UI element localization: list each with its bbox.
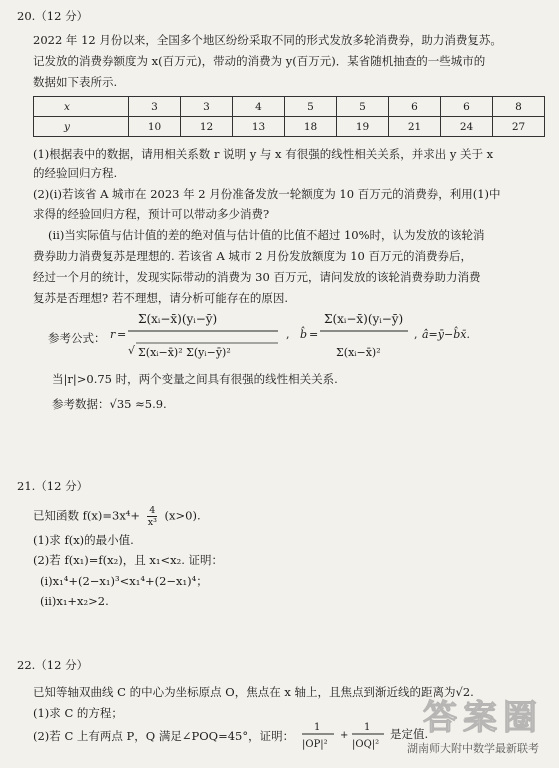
q21-part2: (2)若 f(x₁)=f(x₂)，且 x₁<x₂. 证明： [33, 553, 224, 567]
q22-part2-tail: 是定值. [390, 727, 429, 741]
y-cell-7: 27 [493, 117, 545, 137]
q20-reference-data: 参考数据：√35 ≈5.9. [52, 397, 167, 411]
watermark [373, 690, 553, 765]
svg-text:Σ(xᵢ−x̄)² Σ(yᵢ−ȳ)²: Σ(xᵢ−x̄)² Σ(yᵢ−ȳ)² [138, 346, 231, 359]
y-cell-0: 10 [129, 117, 181, 137]
q22-part2-text: (2)若 C 上有两点 P，Q 满足∠POQ=45°，证明： [33, 729, 295, 743]
regression-formula [108, 309, 478, 369]
q20-intro-line-2: 记发放的消费券额度为 x(百万元)，带动的消费为 y(百万元)．某省随机抽查的一些城市的 [33, 54, 486, 68]
svg-text:√: √ [128, 344, 136, 357]
svg-text:|OP|²: |OP|² [302, 739, 328, 750]
q22-part1: (1)求 C 的方程； [33, 706, 123, 720]
x-cell-2: 4 [233, 97, 285, 117]
x-cell-1: 3 [181, 97, 233, 117]
y-cell-5: 21 [389, 117, 441, 137]
q21-fraction-numerator: 4 [149, 505, 156, 516]
y-cell-2: 13 [233, 117, 285, 137]
svg-text:b̂: b̂ [300, 328, 308, 341]
table-head-y: y [34, 117, 129, 137]
svg-text:1: 1 [314, 722, 321, 733]
svg-text:1: 1 [364, 722, 371, 733]
q20-part1-line1: (1)根据表中的数据，请用相关系数 r 说明 y 与 x 有很强的线性相关关系，并求出 y 关于 x [33, 147, 494, 161]
svg-text:+: + [340, 730, 349, 741]
svg-text:,: , [414, 328, 418, 341]
table-row-y [34, 117, 545, 137]
svg-text:|OQ|²: |OQ|² [352, 739, 380, 750]
x-cell-4: 5 [337, 97, 389, 117]
q22-header: 22.（12 分） [17, 658, 89, 672]
q21-part2-i: (ⅰ)x₁⁴+(2−x₁)³<x₁⁴+(2−x₁)⁴； [40, 574, 208, 588]
svg-text:=: = [309, 328, 319, 341]
formula-label: 参考公式： [48, 331, 106, 345]
q21-part1: (1)求 f(x)的最小值. [33, 533, 134, 547]
q20-part2-line2: 求得的经验回归方程，预计可以带动多少消费? [33, 207, 270, 221]
svg-text:Σ(xᵢ−x̄)²: Σ(xᵢ−x̄)² [336, 346, 381, 359]
q20-part2-line1: (2)(ⅰ)若该省 A 城市在 2023 年 2 月份准备发放一轮额度为 10 百万元的消费券，利用(1)中 [33, 187, 501, 201]
q21-fraction-denominator: x³ [147, 517, 157, 528]
q21-function-tail: (x>0). [164, 508, 201, 523]
svg-text:r: r [110, 328, 116, 341]
x-cell-5: 6 [389, 97, 441, 117]
q21-function [33, 505, 201, 528]
q21-fraction [146, 505, 159, 528]
watermark-logo: 答案圈 [423, 698, 543, 738]
x-cell-6: 6 [441, 97, 493, 117]
watermark-caption: 湖南师大附中数学最新联考 [407, 742, 539, 755]
q20-header: 20.（12 分） [17, 9, 89, 23]
table-head-x: x [34, 97, 129, 117]
svg-text:â=ȳ−b̂x̄.: â=ȳ−b̂x̄. [422, 328, 470, 341]
svg-text:Σ(xᵢ−x̄)(yᵢ−ȳ): Σ(xᵢ−x̄)(yᵢ−ȳ) [138, 312, 218, 326]
x-cell-0: 3 [129, 97, 181, 117]
q20-part1-line2: 的经验回归方程. [33, 166, 118, 180]
q21-part2-ii: (ⅱ)x₁+x₂>2. [40, 594, 109, 608]
y-cell-1: 12 [181, 117, 233, 137]
q20-intro-line-3: 数据如下表所示. [33, 75, 118, 89]
q20-intro-line-1: 2022 年 12 月份以来，全国多个地区纷纷采取不同的形式发放多轮消费券，助力消费复苏。 [33, 33, 502, 47]
svg-text:,: , [286, 328, 290, 341]
y-cell-3: 18 [285, 117, 337, 137]
q21-header: 21.（12 分） [17, 479, 89, 493]
y-cell-4: 19 [337, 117, 389, 137]
q20-part2-line6: 复苏是否理想? 若不理想，请分析可能存在的原因. [33, 291, 288, 305]
q20-threshold: 当|r|>0.75 时，两个变量之间具有很强的线性相关关系. [52, 372, 338, 386]
y-cell-6: 24 [441, 117, 493, 137]
q20-part2-line4: 费券助力消费复苏是理想的. 若该省 A 城市 2 月份发放额度为 10 百万元的消费券后， [33, 249, 472, 263]
svg-text:Σ(xᵢ−x̄)(yᵢ−ȳ): Σ(xᵢ−x̄)(yᵢ−ȳ) [324, 312, 404, 326]
q22-intro: 已知等轴双曲线 C 的中心为坐标原点 O，焦点在 x 轴上，且焦点到渐近线的距离为√2. [33, 685, 474, 699]
x-cell-3: 5 [285, 97, 337, 117]
table-row-x [34, 97, 545, 117]
svg-text:=: = [117, 328, 127, 341]
x-cell-7: 8 [493, 97, 545, 117]
q20-part2-line3: (ⅱ)当实际值与估计值的差的绝对值与估计值的比值不超过 10%时，认为发放的该轮消 [48, 228, 485, 242]
q20-part2-line5: 经过一个月的统计，发现实际带动的消费为 30 百万元，请问发放的该轮消费券助力消费 [33, 270, 481, 284]
q22-part2 [33, 728, 294, 744]
q21-function-head: 已知函数 f(x)=3x⁴+ [33, 508, 141, 523]
data-table [33, 96, 545, 137]
